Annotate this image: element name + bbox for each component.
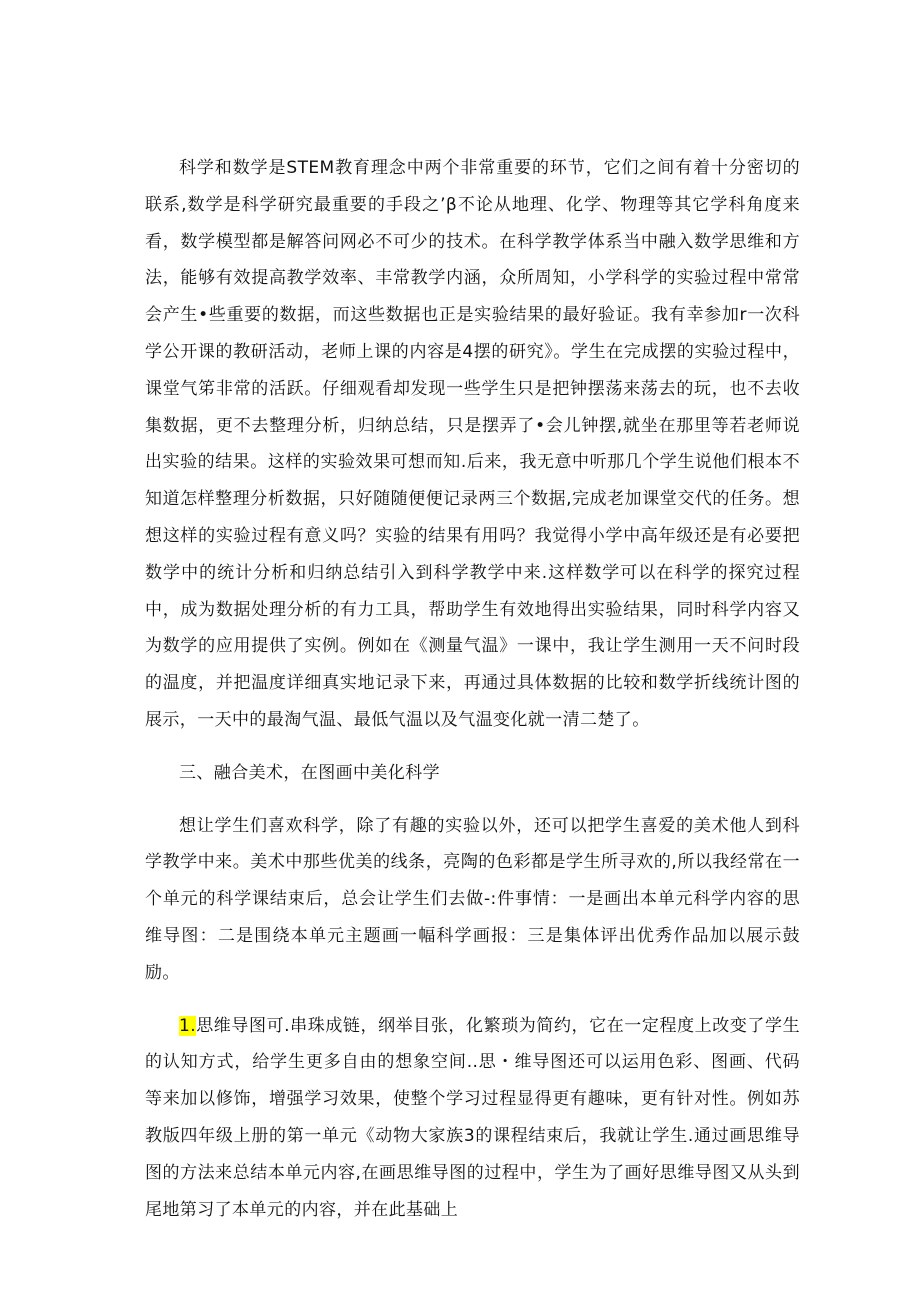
paragraph-mind-map	[145, 1008, 800, 1229]
paragraph-mind-map-text: 思维导图可.串珠成链，纲举目张，化繁琐为简约，它在一定程度上改变了学生的认知方式，给学生更多自由的想象空间..思・维导图还可以运用色彩、图画、代码等来加以修饰，增强学习效果，使整个学习过程显得更有趣味，更有针对性。例如苏教版四年级上册的第一单元《动物大家族3的课程结束后，我就让学生.通过画思维导图的方法来总结本单元内容,在画思维导图的过程中，学生为了画好思维导图又从头到尾地第习了本单元的内容，并在此基础上	[145, 1015, 800, 1220]
document-body	[145, 150, 800, 1228]
paragraph-stem-math: 科学和数学是STEM教育理念中两个非常重要的环节，它们之间有着十分密切的联系,数学是科学研究最重要的手段之’β不论从地理、化学、物理等其它学科角度来看，数学模型都是解答问网必不可少的技术。在科学教学体系当中融入数学思维和方法，能够有效提高教学效率、丰常教学内涵，众所周知，小学科学的实验过程中常常会产生•些重要的数据，而这些数据也正是实验结果的最好验证。我有幸参加r一次科学公开课的教研活动，老师上课的内容是4摆的研究》。学生在完成摆的实验过程中，课堂气笫非常的活跃。仔细观看却发现一些学生只是把钟摆荡来荡去的玩，也不去收集数据，更不去整理分析，归纳总结，只是摆弄了•会儿钟摆,就坐在那里等若老师说出实验的结果。这样的实验效果可想而知.后来，我无意中听那几个学生说他们根本不知道怎样整理分析数据，只好随随便便记录两三个数据,完成老加课堂交代的任务。想想这样的实验过程有意义吗？实验的结果有用吗？我觉得小学中高年级还是有必要把数学中的统计分析和归纳总结引入到科学教学中来.这样数学可以在科学的探究过程中，成为数据处理分析的有力工具，帮助学生有效地得出实验结果，同时科学内容又为数学的应用提供了实例。例如在《测量气温》一课中，我让学生测用一天不问时段的温度，并把温度详细真实地记录下来，再通过具体数据的比较和数学折线统计图的展示，一天中的最淘气温、最低气温以及气温变化就一清二楚了。	[145, 158, 800, 730]
section-heading-art: 三、融合美术，在图画中美化科学	[179, 762, 440, 783]
list-number-highlight: 1.	[179, 1015, 197, 1036]
paragraph-art-intro: 想让学生们喜欢科学，除了有趣的实验以外，还可以把学生喜爱的美术他人到科学教学中来。美术中那些优美的线条，亮陶的色彩都是学生所寻欢的,所以我经常在一个单元的科学课结束后，总会让学生们去做-:件事情：一是画出本单元科学内容的思维导图：二是围绕本单元主题画一幅科学画报：三是集体评出优秀作品加以展示鼓励。	[145, 815, 800, 983]
